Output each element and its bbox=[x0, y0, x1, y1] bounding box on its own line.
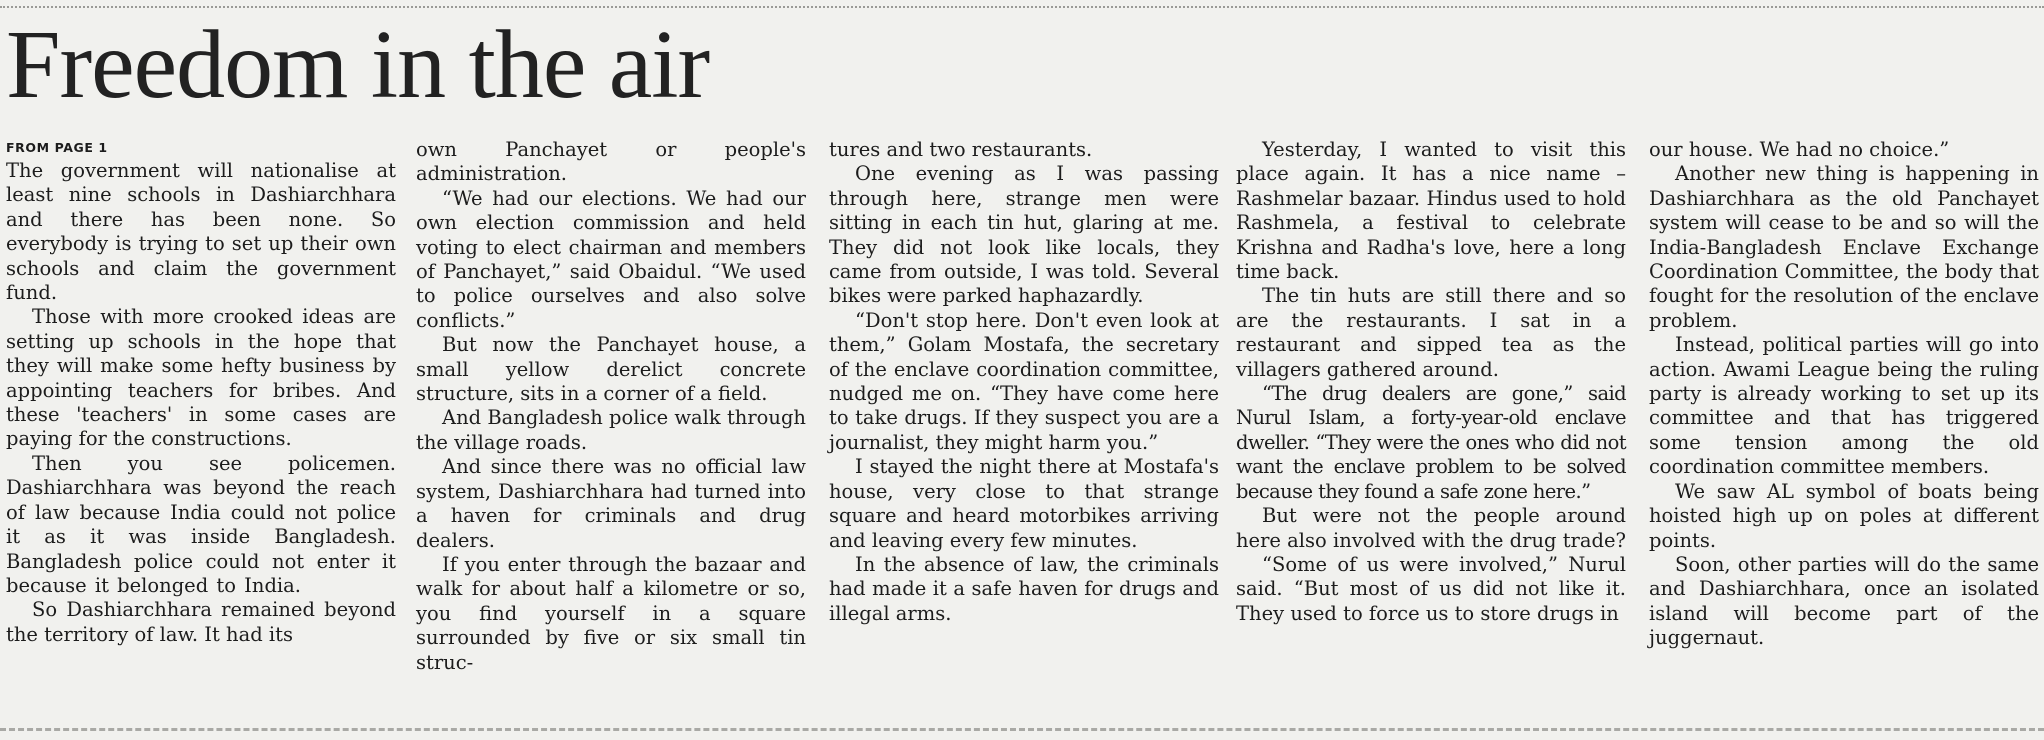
headline: Freedom in the air bbox=[6, 11, 710, 119]
paragraph: our house. We had no choice.” bbox=[1649, 138, 1950, 161]
paragraph: “Some of us were involved,” Nurul said. “But most of us did not like it. They used to force us to store drugs in bbox=[1236, 552, 1626, 625]
column-2 bbox=[416, 138, 806, 675]
paragraph: If you enter through the bazaar and walk for about half a kilometre or so, you find yourself in a square surrounded by five or six small tin struc- bbox=[416, 552, 806, 674]
paragraph: Then you see policemen. Dashiarchhara was beyond the reach of law because India could not police it as it was inside Bangladesh. Bangladesh police could not enter it because it belonged to India. bbox=[6, 451, 396, 597]
paragraph: I stayed the night there at Mostafa's house, very close to that strange square and heard motorbikes arriving and leaving every few minutes. bbox=[829, 455, 1219, 552]
paragraph: In the absence of law, the criminals had made it a safe haven for drugs and illegal arms. bbox=[829, 552, 1219, 625]
continuation-kicker: FROM PAGE 1 bbox=[6, 140, 108, 155]
top-dotted-rule bbox=[0, 0, 2044, 8]
column-1 bbox=[6, 138, 396, 647]
paragraph: Yesterday, I wanted to visit this place again. It has a nice name – Rashmelar bazaar. Hindus used to hold Rashmela, a festival to celebrate Krishna and Radha's love, here a long time back. bbox=[1236, 138, 1626, 284]
paragraph: “The drug dealers are gone,” said Nurul Islam, a forty-year-old enclave dweller. “They were the ones who did not want the enclave problem to be solved because they found a safe zone here.” bbox=[1236, 382, 1626, 503]
bottom-dashed-rule bbox=[0, 728, 2044, 739]
paragraph: “Don't stop here. Don't even look at them,” Golam Mostafa, the secretary of the enclave coordination committee, nudged me on. “They have come here to take drugs. If they suspect you are a journalist, they might harm you.” bbox=[829, 308, 1219, 454]
paragraph: So Dashiarchhara remained beyond the territory of law. It had its bbox=[6, 598, 396, 646]
column-4 bbox=[1236, 138, 1626, 626]
paragraph: And since there was no official law system, Dashiarchhara had turned into a haven for criminals and drug dealers. bbox=[416, 455, 806, 552]
paragraph: The tin huts are still there and so are the restaurants. I sat in a restaurant and sipped tea as the villagers gathered around. bbox=[1236, 284, 1626, 381]
paragraph: Another new thing is happening in Dashiarchhara as the old Panchayet system will cease to be and so will the India-Bangladesh Enclave Exchange Coordination Committee, the body that fought for the resolution of the enclave problem. bbox=[1649, 162, 2039, 332]
column-5 bbox=[1649, 138, 2039, 651]
paragraph: The government will nationalise at least nine schools in Dashiarchhara and there has been none. So everybody is trying to set up their own schools and claim the government fund. bbox=[6, 159, 396, 305]
paragraph: Soon, other parties will do the same and Dashiarchhara, once an isolated island will become part of the juggernaut. bbox=[1649, 552, 2039, 650]
paragraph: Those with more crooked ideas are setting up schools in the hope that they will make some hefty business by appointing teachers for bribes. And these 'teachers' in some cases are paying for the constructions. bbox=[6, 305, 396, 451]
paragraph: We saw AL symbol of boats being hoisted high up on poles at different points. bbox=[1649, 479, 2039, 552]
paragraph: But now the Panchayet house, a small yellow derelict concrete structure, sits in a corner of a field. bbox=[416, 333, 806, 406]
paragraph: tures and two restaurants. bbox=[829, 138, 1093, 161]
column-3 bbox=[829, 138, 1219, 626]
paragraph: One evening as I was passing through here, strange men were sitting in each tin hut, glaring at me. They did not look like locals, they came from outside, I was told. Several bikes were parked haphazardly. bbox=[829, 162, 1219, 308]
article-body bbox=[6, 138, 2038, 718]
paragraph: And Bangladesh police walk through the village roads. bbox=[416, 406, 806, 454]
paragraph: Instead, political parties will go into action. Awami League being the ruling party is already working to set up its committee and that has triggered some tension among the old coordination committee members. bbox=[1649, 333, 2039, 479]
paragraph: But were not the people around here also involved with the drug trade? bbox=[1236, 504, 1626, 552]
paragraph: own Panchayet or people's administration. bbox=[416, 138, 806, 186]
paragraph: “We had our elections. We had our own election commission and held voting to elect chairman and members of Panchayet,” said Obaidul. “We used to police ourselves and also solve conflicts.” bbox=[416, 186, 806, 332]
